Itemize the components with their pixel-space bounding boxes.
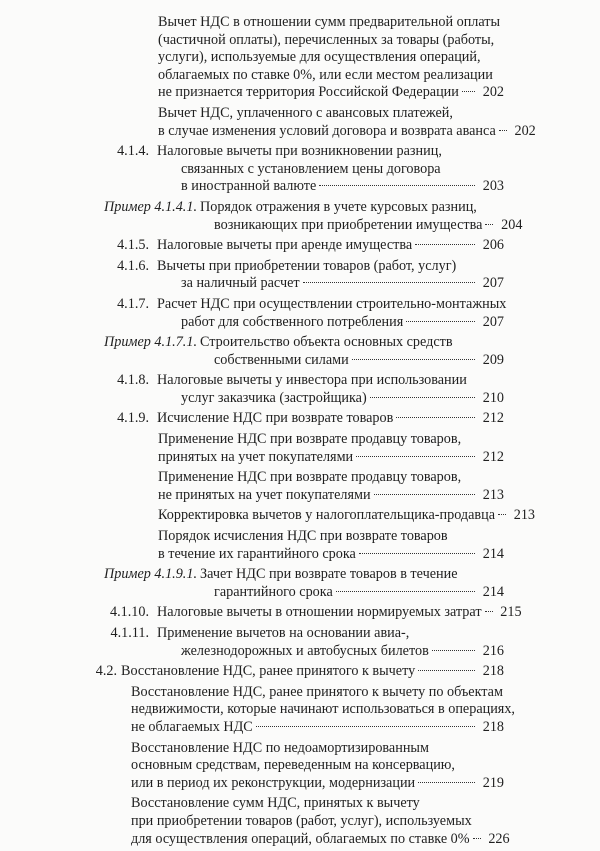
toc-entry[interactable] (0, 684, 600, 737)
toc-entry[interactable] (0, 795, 600, 848)
toc-entry-page-number: 218 (482, 718, 504, 735)
toc-entry-title-line: Налоговые вычеты при возникновении разниц, (157, 143, 442, 160)
toc-entry-page-number: 213 (482, 486, 504, 503)
toc-entry-title-line: Порядок исчисления НДС при возврате товаров (158, 528, 448, 545)
toc-entry-title-line: Исчисление НДС при возврате товаров (157, 410, 394, 427)
toc-entry-number: 4.1.4. (117, 143, 149, 160)
dot-leader (319, 185, 475, 186)
toc-entry-title-line: Налоговые вычеты при аренде имущества (157, 237, 413, 254)
dot-leader (256, 726, 475, 727)
toc-entry-title-line: в иностранной валюте (181, 178, 317, 195)
toc-entry-title-line: или в период их реконструкции, модернизации (131, 774, 416, 791)
dot-leader (406, 321, 475, 322)
toc-entry[interactable] (0, 431, 600, 466)
toc-entry-number: Пример 4.1.4.1. (104, 198, 197, 215)
dot-leader (415, 244, 475, 245)
toc-entry-page-number: 216 (482, 642, 504, 659)
toc-entry-page-number: 212 (482, 410, 504, 427)
toc-entry-title-line: Вычет НДС, уплаченного с авансовых платежей, (158, 104, 453, 121)
dot-leader (499, 130, 507, 131)
toc-entry-title-line: собственными силами (214, 351, 349, 368)
dot-leader (485, 224, 493, 225)
toc-entry-title-line: Зачет НДС при возврате товаров в течение (200, 566, 458, 583)
dot-leader (359, 553, 475, 554)
table-of-contents (0, 14, 600, 851)
toc-entry[interactable] (0, 143, 600, 196)
toc-entry[interactable] (0, 334, 600, 369)
toc-entry[interactable] (0, 625, 600, 660)
toc-entry-page-number: 210 (482, 389, 504, 406)
toc-entry-page-number: 215 (500, 604, 522, 621)
toc-entry-page-number: 214 (482, 583, 504, 600)
dot-leader (498, 514, 506, 515)
toc-entry-page-number: 226 (488, 830, 510, 847)
toc-entry-title-line: (частичной оплаты), перечисленных за товары (работы, (158, 31, 495, 48)
dot-leader (370, 397, 475, 398)
dot-leader (356, 456, 475, 457)
toc-entry-number: Пример 4.1.7.1. (104, 334, 197, 351)
toc-entry-title-line: Налоговые вычеты у инвестора при использовании (157, 372, 467, 389)
toc-entry-title-line: железнодорожных и автобусных билетов (181, 642, 429, 659)
toc-entry-title-line: основным средствам, переведенным на консервацию, (131, 757, 455, 774)
toc-entry[interactable] (0, 237, 600, 255)
toc-entry[interactable] (0, 663, 600, 681)
toc-entry-title-line: Восстановление НДС по недоамортизированным (131, 739, 429, 756)
toc-entry-title-line: не принятых на учет покупателями (158, 486, 371, 503)
toc-entry-title-line: Восстановление НДС, ранее принятого к вычету по объектам (131, 683, 503, 700)
toc-entry[interactable] (0, 507, 600, 525)
toc-entry-title-line: за наличный расчет (181, 275, 300, 292)
toc-entry-page-number: 202 (482, 84, 504, 101)
toc-entry[interactable] (0, 566, 600, 601)
toc-entry-title-line: Корректировка вычетов у налогоплательщика-продавца (158, 507, 495, 524)
dot-leader (352, 359, 475, 360)
toc-entry-page-number: 218 (482, 663, 504, 680)
toc-entry-title-line: Применение вычетов на основании авиа-, (157, 625, 410, 641)
toc-entry-number: 4.1.9. (117, 410, 149, 427)
toc-entry-title-line: в течение их гарантийного срока (158, 545, 356, 562)
toc-entry-page-number: 213 (513, 507, 535, 524)
toc-entry[interactable] (0, 604, 600, 622)
dot-leader (336, 591, 475, 592)
toc-entry-number: 4.2. (95, 663, 117, 680)
toc-entry[interactable] (0, 105, 600, 140)
dot-leader (473, 838, 481, 839)
toc-entry-title-line: возникающих при приобретении имущества (214, 216, 483, 233)
dot-leader (303, 282, 475, 283)
toc-entry-title-line: услуги), используемые для осуществления операций, (158, 49, 481, 66)
toc-entry[interactable] (0, 14, 600, 102)
toc-entry-title-line: Применение НДС при возврате продавцу товаров, (158, 469, 462, 486)
toc-entry-page-number: 202 (514, 122, 536, 139)
toc-entry-title-line: Вычеты при приобретении товаров (работ, услуг) (157, 257, 457, 274)
toc-entry-title-line: услуг заказчика (застройщика) (181, 389, 367, 406)
dot-leader (485, 611, 493, 612)
toc-entry[interactable] (0, 372, 600, 407)
toc-entry-title-line: Восстановление сумм НДС, принятых к вычету (131, 795, 420, 812)
toc-entry-number: 4.1.11. (110, 625, 149, 641)
toc-entry-page-number: 212 (482, 448, 504, 465)
toc-entry-page-number: 206 (482, 237, 504, 254)
toc-entry-number: 4.1.6. (117, 257, 149, 274)
dot-leader (396, 417, 475, 418)
toc-entry[interactable] (0, 469, 600, 504)
toc-entry[interactable] (0, 199, 600, 234)
toc-entry[interactable] (0, 258, 600, 293)
dot-leader (462, 91, 475, 92)
toc-entry-title-line: работ для собственного потребления (181, 313, 404, 330)
toc-entry-number: 4.1.8. (117, 372, 149, 389)
toc-entry-title-line: Расчет НДС при осуществлении строительно-монтажных (157, 295, 507, 312)
toc-entry-title-line: не облагаемых НДС (131, 718, 253, 735)
toc-entry-title-line: недвижимости, которые начинают использоваться в операциях, (131, 701, 515, 718)
toc-entry-title-line: Налоговые вычеты в отношении нормируемых затрат (157, 604, 482, 621)
dot-leader (418, 782, 475, 783)
toc-entry-title-line: гарантийного срока (214, 583, 333, 600)
toc-entry-title-line: Строительство объекта основных средств (200, 334, 453, 351)
toc-entry-title-line: принятых на учет покупателями (158, 448, 354, 465)
toc-entry-number: 4.1.7. (117, 295, 149, 312)
dot-leader (418, 670, 475, 671)
toc-entry-page-number: 207 (482, 275, 504, 292)
toc-entry-title-line: при приобретении товаров (работ, услуг), используемых (131, 812, 472, 829)
toc-entry[interactable] (0, 410, 600, 428)
toc-entry-page-number: 214 (482, 545, 504, 562)
toc-entry-page-number: 209 (482, 351, 504, 368)
toc-entry-title-line: облагаемых по ставке 0%, или если местом реализации (158, 66, 493, 83)
toc-entry-number: 4.1.10. (109, 604, 149, 621)
dot-leader (432, 650, 475, 651)
toc-entry-title-line: для осуществления операций, облагаемых по ставке 0% (131, 830, 470, 847)
toc-entry-page-number: 219 (482, 774, 504, 791)
toc-entry-number: 4.1.5. (117, 237, 149, 254)
toc-entry-title-line: не признается территория Российской Федерации (158, 84, 459, 101)
toc-entry-page-number: 204 (501, 216, 523, 233)
dot-leader (374, 494, 475, 495)
toc-entry-page-number: 207 (482, 313, 504, 330)
toc-entry-title-line: Применение НДС при возврате продавцу товаров, (158, 431, 462, 448)
toc-entry-title-line: Вычет НДС в отношении сумм предварительной оплаты (158, 14, 501, 30)
toc-entry-number: Пример 4.1.9.1. (104, 566, 197, 583)
toc-entry[interactable] (0, 740, 600, 793)
toc-entry-title-line: Восстановление НДС, ранее принятого к вычету (121, 663, 416, 680)
toc-entry[interactable] (0, 528, 600, 563)
toc-entry-page-number: 203 (482, 178, 504, 195)
toc-entry-title-line: связанных с установлением цены договора (181, 160, 441, 177)
toc-entry-title-line: Порядок отражения в учете курсовых разниц, (200, 198, 477, 215)
toc-entry-title-line: в случае изменения условий договора и возврата аванса (158, 122, 496, 139)
toc-entry[interactable] (0, 296, 600, 331)
